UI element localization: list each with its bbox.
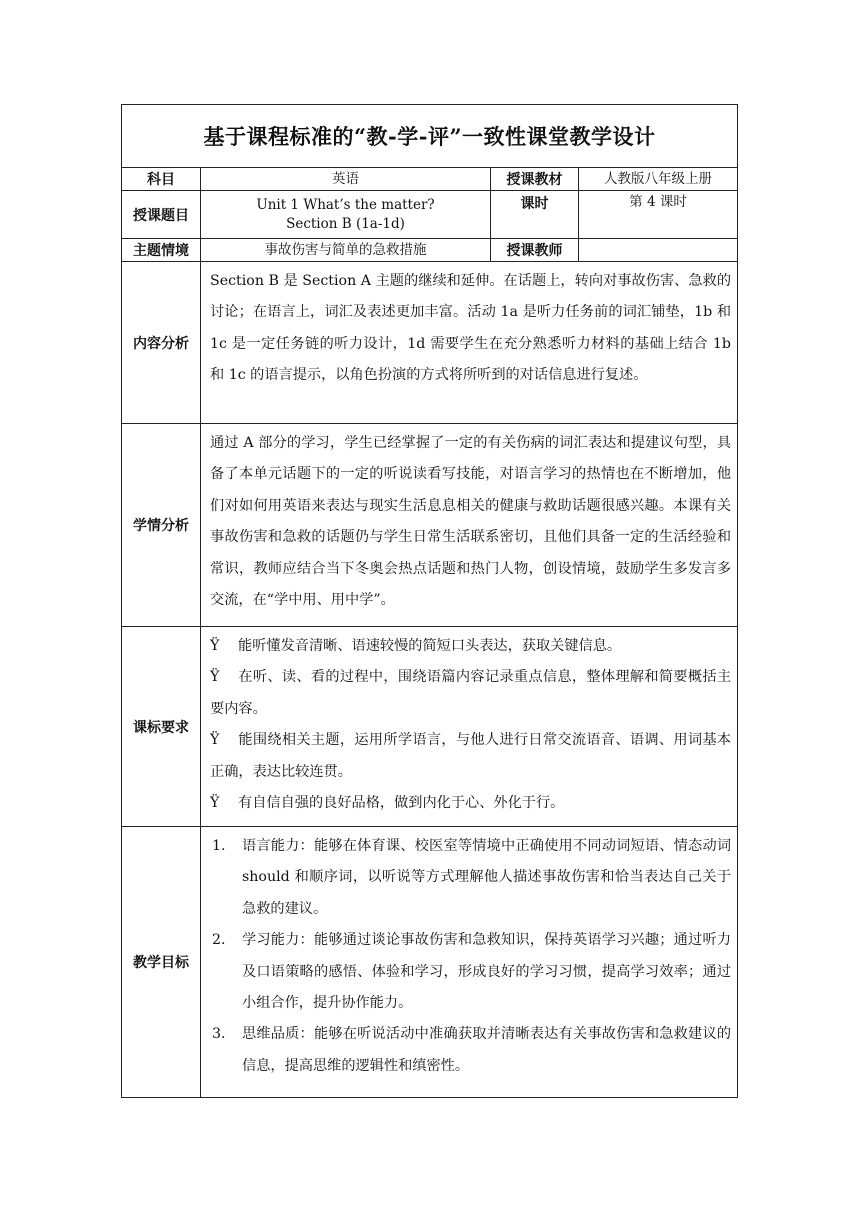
lesson-design-table — [121, 104, 738, 1098]
objective-item — [210, 925, 731, 1019]
standard-item: Ÿ 在听、读、看的过程中，围绕语篇内容记录重点信息，整体理解和简要概括主要内容。 — [210, 662, 731, 725]
bullet-icon: Ÿ — [210, 795, 220, 812]
topic-line-2: Section B (1a-1d) — [286, 215, 405, 232]
objective-item — [210, 831, 731, 925]
standard-item: Ÿ 有自信自强的良好品格，做到内化于心、外化于行。 — [210, 788, 731, 819]
topic-line-1: Unit 1 What’s the matter? — [256, 196, 435, 213]
content-analysis-text: Section B 是 Section A 主题的继续和延伸。在话题上，转向对事故伤害、急救的讨论；在语言上，词汇及表述更加丰富。活动 1a 是听力任务前的词汇铺垫，1b 和 1c 是一定任务链的听力设计，1d 需要学生在充分熟悉听力材料的基础上结合 1b 和 1c 的语言提示，以角色扮演的方式将所听到的对话信息进行复述。 — [201, 262, 738, 424]
bullet-icon: Ÿ — [210, 669, 220, 686]
material-value: 人教版八年级上册 — [579, 168, 738, 191]
standard-item: Ÿ 能听懂发音清晰、语速较慢的简短口头表达，获取关键信息。 — [210, 631, 731, 662]
document-title: 基于课程标准的“教-学-评”一致性课堂教学设计 — [122, 105, 738, 168]
objectives-label: 教学目标 — [122, 827, 201, 1098]
topic-label: 授课题目 — [122, 191, 201, 239]
topic-value — [201, 191, 491, 239]
standards-label: 课标要求 — [122, 627, 201, 827]
standard-item: Ÿ 能围绕相关主题，运用所学语言，与他人进行日常交流语音、语调、用词基本正确，表达比较连贯。 — [210, 725, 731, 788]
subject-value: 英语 — [201, 168, 491, 191]
teacher-label: 授课教师 — [491, 239, 579, 262]
content-analysis-label: 内容分析 — [122, 262, 201, 424]
material-label: 授课教材 — [491, 168, 579, 191]
objective-text: 思维品质：能够在听说活动中准确获取并清晰表达有关事故伤害和急救建议的信息，提高思维的逻辑性和缜密性。 — [242, 1026, 732, 1074]
objectives-list — [201, 827, 738, 1098]
objective-text: 学习能力：能够通过谈论事故伤害和急救知识，保持英语学习兴趣；通过听力及口语策略的感悟、体验和学习，形成良好的学习习惯，提高学习效率；通过小组合作，提升协作能力。 — [242, 932, 732, 1012]
theme-value: 事故伤害与简单的急救措施 — [201, 239, 491, 262]
theme-label: 主题情境 — [122, 239, 201, 262]
subject-label: 科目 — [122, 168, 201, 191]
student-analysis-text: 通过 A 部分的学习，学生已经掌握了一定的有关伤病的词汇表达和提建议句型，具备了本单元话题下的一定的听说读看写技能，对语言学习的热情也在不断增加，他们对如何用英语来表达与现实生活息息相关的健康与救助话题很感兴趣。本课有关事故伤害和急救的话题仍与学生日常生活联系密切，且他们具备一定的生活经验和常识，教师应结合当下冬奥会热点话题和热门人物，创设情境，鼓励学生多发言多交流，在“学中用、用中学”。 — [201, 424, 738, 627]
objective-number: 3. — [212, 1026, 226, 1043]
objective-text: 语言能力：能够在体育课、校医室等情境中正确使用不同动词短语、情态动词 should 和顺序词，以听说等方式理解他人描述事故伤害和恰当表达自己关于急救的建议。 — [242, 838, 732, 917]
standards-list — [201, 627, 738, 827]
period-value: 第 4 课时 — [579, 191, 738, 239]
period-label: 课时 — [491, 191, 579, 239]
objective-number: 2. — [212, 932, 226, 949]
bullet-icon: Ÿ — [210, 638, 220, 654]
student-analysis-label: 学情分析 — [122, 424, 201, 627]
bullet-icon: Ÿ — [210, 732, 220, 749]
objective-number: 1. — [212, 838, 226, 854]
objective-item — [210, 1019, 731, 1082]
teacher-value — [579, 239, 738, 262]
